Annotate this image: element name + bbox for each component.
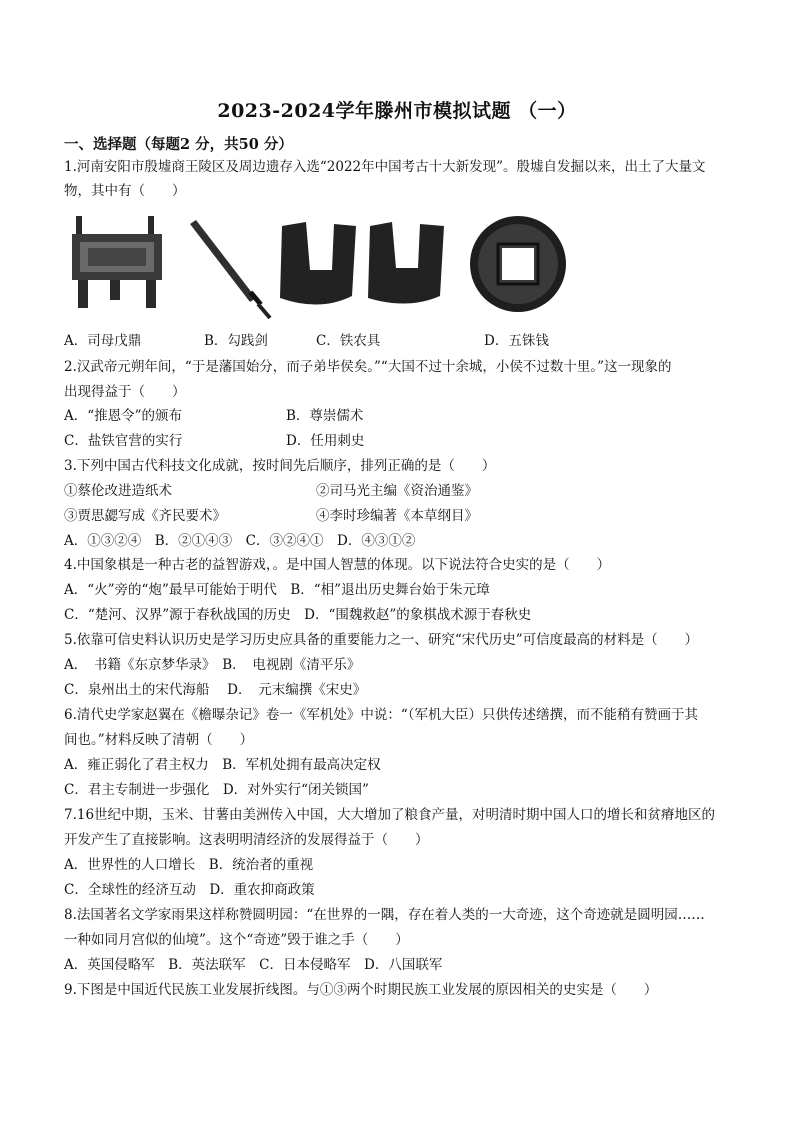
q1-option-d: D．五铢钱 bbox=[484, 333, 549, 349]
q2-option-c: C．盐铁官营的实行 bbox=[64, 433, 183, 449]
q2-stem-line1: 2.汉武帝元朔年间，“于是藩国始分，而子弟毕侯矣。”“大国不过十余城，小侯不过数十里。”这一现象的 bbox=[64, 359, 672, 375]
exam-title: 2023-2024学年滕州市模拟试题 （一） bbox=[217, 100, 577, 122]
iron-tool-image-1 bbox=[280, 222, 356, 305]
q1-options bbox=[64, 332, 549, 350]
q3-item-2: ②司马光主编《资治通鉴》 bbox=[316, 483, 478, 499]
q3-item-4: ④李时珍编著《本草纲目》 bbox=[316, 508, 478, 524]
sword-image bbox=[190, 220, 270, 318]
q4-options-ab: A．“火”旁的“炮”最早可能始于明代 B．“相”退出历史舞台始于朱元璋 bbox=[64, 582, 490, 598]
q6-stem-line2: 间也。”材料反映了清朝（ ） bbox=[64, 732, 254, 748]
q3-options: A．①③②④ B．②①④③ C．③②④① D．④③①② bbox=[64, 533, 416, 549]
q8-stem-line2: 一种如同月宫似的仙境”。这个“奇迹”毁于谁之手（ ） bbox=[64, 932, 409, 948]
q2-stem-line2: 出现得益于（ ） bbox=[64, 384, 186, 400]
q8-options: A．英国侵略军 B．英法联军 C．日本侵略军 D．八国联军 bbox=[64, 957, 443, 973]
q5-options-ab: A． 书籍《东京梦华录》 B． 电视剧《清平乐》 bbox=[64, 657, 361, 673]
q3-items-34 bbox=[64, 507, 478, 525]
q7-stem-line2: 开发产生了直接影响。这表明明清经济的发展得益于（ ） bbox=[64, 832, 429, 848]
q2-options-ab bbox=[64, 407, 363, 425]
q6-stem-line1: 6.清代史学家赵翼在《檐曝杂记》卷一《军机处》中说：“（军机大臣）只供传述缮撰，而不能稍有赞画于其 bbox=[64, 707, 699, 723]
q2-option-b: B．尊崇儒术 bbox=[286, 408, 364, 424]
q5-options-cd: C．泉州出土的宋代海船 D． 元末编撰《宋史》 bbox=[64, 682, 367, 698]
q3-item-3: ③贾思勰写成《齐民要术》 bbox=[64, 508, 226, 524]
ding-vessel-image bbox=[72, 216, 162, 308]
iron-tool-image-2 bbox=[368, 222, 444, 304]
q1-stem-line2: 物，其中有（ ） bbox=[64, 183, 186, 199]
q6-options-ab: A．雍正弱化了君主权力 B．军机处拥有最高决定权 bbox=[64, 757, 381, 773]
q3-stem: 3.下列中国古代科技文化成就，按时间先后顺序，排列正确的是（ ） bbox=[64, 458, 496, 474]
q7-options-ab: A．世界性的人口增长 B．统治者的重视 bbox=[64, 857, 314, 873]
section-heading: 一、选择题（每题2 分，共50 分） bbox=[64, 136, 293, 153]
q2-options-cd bbox=[64, 432, 364, 450]
q1-stem-line1: 1.河南安阳市殷墟商王陵区及周边遗存入选“2022年中国考古十大新发现”。殷墟自发掘以来，出土了大量文 bbox=[64, 159, 706, 175]
q7-stem-line1: 7.16世纪中期，玉米、甘薯由美洲传入中国，大大增加了粮食产量，对明清时期中国人口的增长和贫瘠地区的 bbox=[64, 807, 716, 823]
q1-artifact-images bbox=[70, 212, 590, 324]
q1-option-a: A．司母戊鼎 bbox=[64, 333, 142, 349]
q7-options-cd: C．全球性的经济互动 D．重农抑商政策 bbox=[64, 882, 315, 898]
q2-option-a: A．“推恩令”的颁布 bbox=[64, 408, 183, 424]
q4-stem: 4.中国象棋是一种古老的益智游戏，。是中国人智慧的体现。以下说法符合史实的是（ ） bbox=[64, 557, 611, 573]
q5-stem: 5.依靠可信史料认识历史是学习历史应具备的重要能力之一、研究“宋代历史”可信度最高的材料是（ ） bbox=[64, 632, 699, 648]
q4-options-cd: C．“楚河、汉界”源于春秋战国的历史 D．“围魏救赵”的象棋战术源于春秋史 bbox=[64, 607, 532, 623]
q9-stem: 9.下图是中国近代民族工业发展折线图。与①③两个时期民族工业发展的原因相关的史实是（ ） bbox=[64, 982, 658, 998]
q2-option-d: D．任用刺史 bbox=[286, 433, 365, 449]
q6-options-cd: C．君主专制进一步强化 D．对外实行“闭关锁国” bbox=[64, 782, 369, 798]
q1-option-c: C．铁农具 bbox=[316, 333, 381, 349]
q1-option-b: B．勾践剑 bbox=[204, 333, 268, 349]
wuzhu-coin-image bbox=[470, 216, 566, 312]
q3-item-1: ①蔡伦改进造纸术 bbox=[64, 483, 172, 499]
q3-items-12 bbox=[64, 482, 478, 500]
q8-stem-line1: 8.法国著名文学家雨果这样称赞圆明园：“在世界的一隅，存在着人类的一大奇迹，这个奇迹就是圆明园…… bbox=[64, 907, 705, 923]
